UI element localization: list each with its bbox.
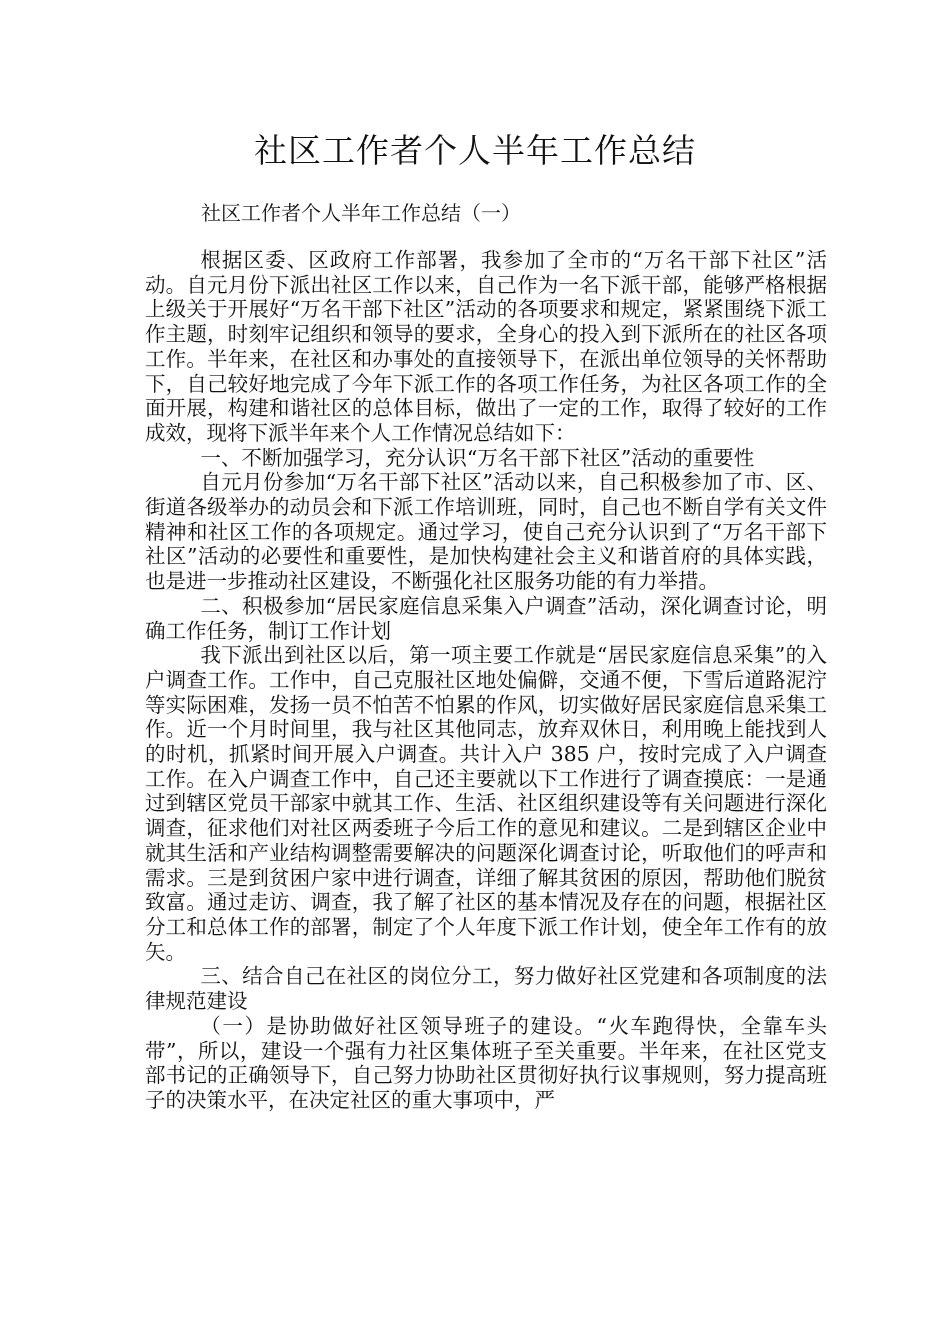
body-paragraph: 根据区委、区政府工作部署，我参加了全市的“万名干部下社区”活动。自元月份下派出社区工作以来，自己作为一名下派干部，能够严格根据上级关于开展好“万名干部下社区”活动的各项要求和规定，紧紧围绕下派工作主题，时刻牢记组织和领导的要求，全身心的投入到下派所在的社区各项工作。半年来，在社区和办事处的直接领导下，在派出单位领导的关怀帮助下，自己较好地完成了今年下派工作的各项工作任务，为社区各项工作的全面开展，构建和谐社区的总体目标，做出了一定的工作，取得了较好的工作成效，现将下派半年来个人工作情况总结如下：: [145, 248, 827, 445]
document-subtitle: 社区工作者个人半年工作总结（一）: [201, 201, 521, 225]
body-paragraph: （一）是协助做好社区领导班子的建设。“火车跑得快，全靠车头带”，所以，建设一个强有力社区集体班子至关重要。半年来，在社区党支部书记的正确领导下，自己努力协助社区贯彻好执行议事规则，努力提高班子的决策水平，在决定社区的重大事项中，严: [145, 1013, 827, 1112]
document-body: [145, 248, 827, 1113]
body-paragraph: 我下派出到社区以后，第一项主要工作就是“居民家庭信息采集”的入户调查工作。工作中，自己克服社区地处偏僻，交通不便，下雪后道路泥泞等实际困难，发扬一员不怕苦不怕累的作风，切实做好居民家庭信息采集工作。近一个月时间里，我与社区其他同志，放弃双休日，利用晚上能找到人的时机，抓紧时间开展入户调查。共计入户 385 户，按时完成了入户调查工作。在入户调查工作中，自己还主要就以下工作进行了调查摸底：一是通过到辖区党员干部家中就其工作、生活、社区组织建设等有关问题进行深化调查，征求他们对社区两委班子今后工作的意见和建议。二是到辖区企业中就其生活和产业结构调整需要解决的问题深化调查讨论，听取他们的呼声和需求。三是到贫困户家中进行调查，详细了解其贫困的原因，帮助他们脱贫致富。通过走访、调查，我了解了社区的基本情况及存在的问题，根据社区分工和总体工作的部署，制定了个人年度下派工作计划，使全年工作有的放矢。: [145, 643, 827, 964]
section-heading: 二、积极参加“居民家庭信息采集入户调查”活动，深化调查讨论，明确工作任务，制订工作计划: [145, 593, 827, 643]
body-paragraph: 自元月份参加“万名干部下社区”活动以来，自己积极参加了市、区、街道各级举办的动员会和下派工作培训班，同时，自己也不断自学有关文件精神和社区工作的各项规定。通过学习，使自己充分认识到了“万名干部下社区”活动的必要性和重要性，是加快构建社会主义和谐首府的具体实践，也是进一步推动社区建设，不断强化社区服务功能的有力举措。: [145, 470, 827, 594]
document-title: 社区工作者个人半年工作总结: [254, 131, 696, 170]
section-heading: 一、不断加强学习，充分认识“万名干部下社区”活动的重要性: [200, 445, 755, 470]
section-heading: 三、结合自己在社区的岗位分工，努力做好社区党建和各项制度的法律规范建设: [145, 964, 827, 1014]
